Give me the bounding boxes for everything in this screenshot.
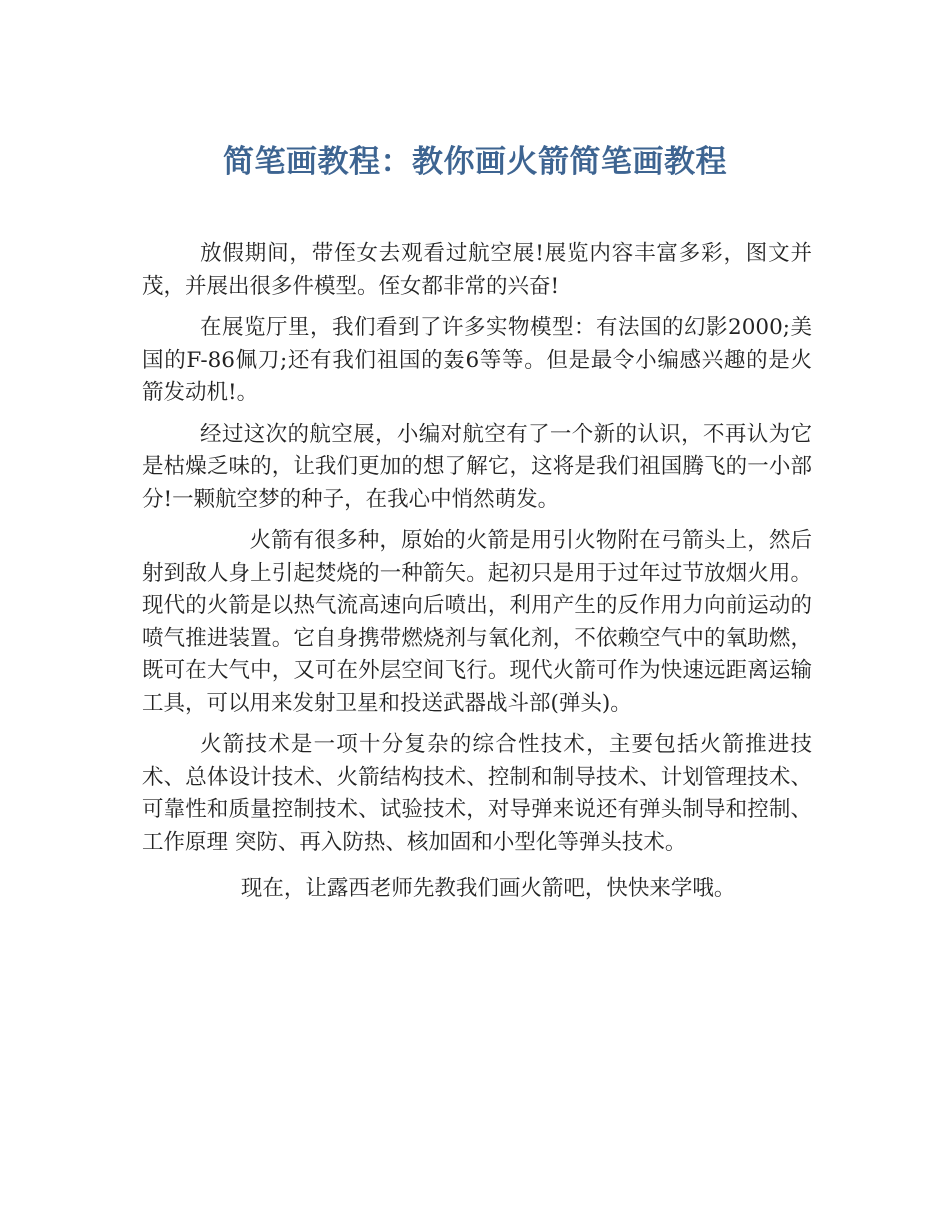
paragraph-6: 现在，让露西老师先教我们画火箭吧，快快来学哦。 — [240, 876, 736, 901]
paragraph-1: 放假期间，带侄女去观看过航空展!展览内容丰富多彩，图文并茂，并展出很多件模型。侄女都非常的兴奋! — [142, 241, 812, 299]
paragraph-2: 在展览厅里，我们看到了许多实物模型：有法国的幻影2000;美国的F-86佩刀;还有我们祖国的轰6等等。但是最令小编感兴趣的是火箭发动机!。 — [142, 315, 812, 405]
paragraph-4: 火箭有很多种，原始的火箭是用引火物附在弓箭头上，然后射到敌人身上引起焚烧的一种箭矢。起初只是用于过年过节放烟火用。现代的火箭是以热气流高速向后喷出，利用产生的反作用力向前运动的喷气推进装置。它自身携带燃烧剂与氧化剂，不依赖空气中的氧助燃，既可在大气中，又可在外层空间飞行。现代火箭可作为快速远距离运输工具，可以用来发射卫星和投送武器战斗部(弹头)。 — [142, 528, 812, 716]
paragraph-3: 经过这次的航空展，小编对航空有了一个新的认识，不再认为它是枯燥乏味的，让我们更加的想了解它，这将是我们祖国腾飞的一小部分!一颗航空梦的种子，在我心中悄然萌发。 — [142, 421, 812, 512]
document-title: 简笔画教程：教你画火箭简笔画教程 — [223, 144, 727, 180]
document-body — [142, 238, 812, 915]
paragraph-5: 火箭技术是一项十分复杂的综合性技术，主要包括火箭推进技术、总体设计技术、火箭结构技术、控制和制导技术、计划管理技术、可靠性和质量控制技术、试验技术，对导弹来说还有弹头制导和控制、工作原理 突防、再入防热、核加固和小型化等弹头技术。 — [142, 732, 812, 855]
